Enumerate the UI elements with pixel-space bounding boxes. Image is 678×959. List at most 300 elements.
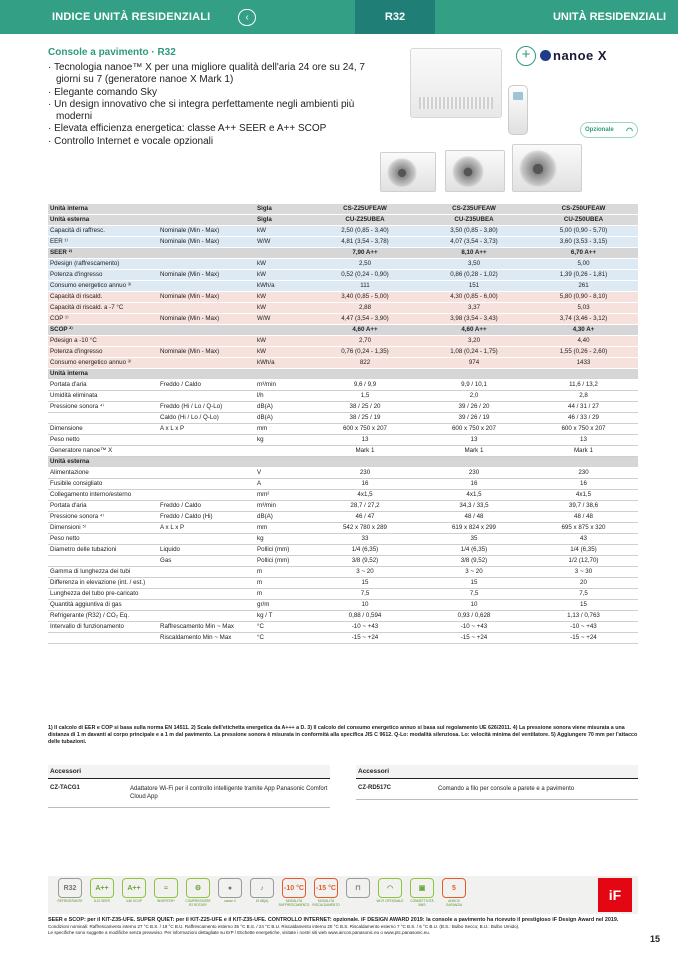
spec-cell: Nominale (Min - Max): [158, 292, 255, 303]
spec-cell: -15 ~ +24: [529, 633, 638, 644]
spec-cell: Freddo (Hi / Lo / Q-Lo): [158, 402, 255, 413]
spec-cell: kg: [255, 534, 311, 545]
footnotes: 1) Il calcolo di EER e COP si basa sulla norma EN 14511. 2) Scala dell'etichetta energetica da A+++ a D. 3) Il calcolo del consumo energetico annuo si basa sul regolamento UE 626/2011. 4) La pressione sonora viene misurata a una distanza di 1 m davanti al corpo principale e a 1 m dal pavimento. La pressione sonora è misurata in conformità alla specifica JIS C 9612. Q-Lo: modalità silenziosa. Lo: velocità minima del ventilatore. 5) Aggiungere 70 mm per l'attacco delle tubazioni.: [48, 725, 638, 745]
spec-cell: mm: [255, 523, 311, 534]
chevron-left-icon[interactable]: ‹: [238, 9, 256, 26]
spec-cell: 3/8 (9,52): [311, 556, 419, 567]
spec-cell: [158, 457, 255, 468]
spec-cell: -10 ~ +43: [529, 622, 638, 633]
spec-cell: Pdesign a -10 °C: [48, 336, 158, 347]
spec-cell: 5,03: [529, 303, 638, 314]
spec-cell: [255, 457, 311, 468]
spec-cell: 2,0: [419, 391, 529, 402]
product-title: Console a pavimento · R32: [48, 47, 176, 58]
feature-item: · Tecnologia nanoe™ X per una migliore qualità dell'aria 24 ore su 24, 7 giorni su 7 (generatore nanoe X Mark 1): [48, 62, 368, 87]
spec-cell: 8,10 A++: [419, 248, 529, 259]
spec-cell: 15: [419, 578, 529, 589]
spec-cell: 600 x 750 x 207: [311, 424, 419, 435]
spec-cell: [158, 479, 255, 490]
spec-cell: 4x1,5: [311, 490, 419, 501]
spec-cell: Riscaldamento Min ~ Max: [158, 633, 255, 644]
badge-value: A++: [90, 878, 114, 898]
spec-cell: 3,60 (3,53 - 3,15): [529, 237, 638, 248]
spec-cell: 48 / 48: [529, 512, 638, 523]
pipe-icon: ⊓: [346, 878, 370, 898]
spec-row: [48, 402, 638, 413]
spec-cell: 0,93 / 0,628: [419, 611, 529, 622]
spec-cell: [255, 369, 311, 380]
spec-cell: 5,00: [529, 259, 638, 270]
spec-cell: 9,6 / 9,9: [311, 380, 419, 391]
spec-cell: Unità interna: [48, 204, 158, 215]
badge-label: 19 dB(A): [255, 899, 269, 903]
spec-cell: 10: [419, 600, 529, 611]
badge-label: COMPRESSORE R2 ROTARY: [185, 899, 211, 907]
spec-cell: -10 ~ +43: [419, 622, 529, 633]
spec-cell: Pollici (mm): [255, 545, 311, 556]
feature-badge: [88, 878, 116, 912]
spec-cell: [419, 457, 529, 468]
spec-row: [48, 270, 638, 281]
spec-cell: 1,08 (0,24 - 1,75): [419, 347, 529, 358]
spec-cell: kW: [255, 226, 311, 237]
spec-cell: Caldo (Hi / Lo / Q-Lo): [158, 413, 255, 424]
spec-cell: [158, 534, 255, 545]
spec-cell: kW: [255, 336, 311, 347]
spec-cell: CS-Z50UFEAW: [529, 204, 638, 215]
spec-cell: Nominale (Min - Max): [158, 347, 255, 358]
accessory-row: [356, 779, 638, 800]
spec-cell: 4,47 (3,54 - 3,90): [311, 314, 419, 325]
spec-row: [48, 292, 638, 303]
spec-cell: V: [255, 468, 311, 479]
spec-cell: EER ¹⁾: [48, 237, 158, 248]
spec-cell: Sigla: [255, 204, 311, 215]
spec-row: [48, 226, 638, 237]
spec-cell: Pdesign (raffrescamento): [48, 259, 158, 270]
spec-row: [48, 215, 638, 226]
spec-cell: Intervallo di funzionamento: [48, 622, 158, 633]
spec-cell: 0,86 (0,28 - 1,02): [419, 270, 529, 281]
accessory-desc: Adattatore Wi-Fi per il controllo intelligente tramite App Panasonic Comfort Cloud App: [130, 786, 328, 800]
spec-cell: m: [255, 567, 311, 578]
spec-cell: 16: [419, 479, 529, 490]
spec-cell: SEER ²⁾: [48, 248, 158, 259]
spec-cell: 0,88 / 0,594: [311, 611, 419, 622]
feature-badge: [120, 878, 148, 912]
feature-badges: [48, 876, 638, 914]
spec-cell: Refrigerante (R32) / CO₂ Eq.: [48, 611, 158, 622]
spec-cell: Portata d'aria: [48, 380, 158, 391]
spec-row: [48, 468, 638, 479]
spec-cell: Pressione sonora ⁴⁾: [48, 512, 158, 523]
spec-cell: 3,98 (3,54 - 3,43): [419, 314, 529, 325]
app-icon: ▣: [410, 878, 434, 898]
spec-cell: 974: [419, 358, 529, 369]
spec-cell: Pollici (mm): [255, 556, 311, 567]
spec-row: [48, 435, 638, 446]
compressor-icon: ⚙: [186, 878, 210, 898]
spec-cell: kg: [255, 435, 311, 446]
spec-row: [48, 347, 638, 358]
spec-row: [48, 512, 638, 523]
spec-cell: Potenza d'ingresso: [48, 270, 158, 281]
spec-cell: m: [255, 589, 311, 600]
spec-cell: Fusibile consigliato: [48, 479, 158, 490]
spec-cell: [529, 457, 638, 468]
spec-cell: 4,07 (3,54 - 3,73): [419, 237, 529, 248]
spec-cell: m³/min: [255, 380, 311, 391]
category-label: UNITÀ RESIDENZIALI: [435, 0, 678, 34]
spec-cell: 3,50 (0,85 - 3,80): [419, 226, 529, 237]
spec-cell: 2,50: [311, 259, 419, 270]
spec-cell: Generatore nanoe™ X: [48, 446, 158, 457]
badge-value: R32: [58, 878, 82, 898]
badge-label: CONNETTIVITÀ BMS: [410, 899, 434, 907]
accessory-block-1: [48, 765, 330, 808]
feature-item: · Elegante comando Sky: [48, 87, 368, 99]
spec-cell: 1,13 / 0,763: [529, 611, 638, 622]
spec-row: [48, 523, 638, 534]
spec-cell: 13: [419, 435, 529, 446]
spec-cell: Unità esterna: [48, 215, 158, 226]
spec-cell: 0,52 (0,24 - 0,90): [311, 270, 419, 281]
spec-row: [48, 545, 638, 556]
spec-cell: kW: [255, 270, 311, 281]
spec-cell: CU-Z50UBEA: [529, 215, 638, 226]
spec-cell: 28,7 / 27,2: [311, 501, 419, 512]
spec-cell: [158, 369, 255, 380]
spec-cell: °C: [255, 622, 311, 633]
accessory-header: Accessori: [48, 765, 330, 779]
spec-cell: 15: [529, 600, 638, 611]
spec-cell: Unità interna: [48, 369, 158, 380]
spec-cell: Raffrescamento Min ~ Max: [158, 622, 255, 633]
spec-cell: 1/4 (6,35): [311, 545, 419, 556]
spec-cell: Portata d'aria: [48, 501, 158, 512]
spec-row: [48, 204, 638, 215]
spec-cell: Mark 1: [419, 446, 529, 457]
spec-cell: 38 / 25 / 19: [311, 413, 419, 424]
spec-cell: 9,9 / 10,1: [419, 380, 529, 391]
feature-badge: [408, 878, 436, 912]
quiet-icon: ♪: [250, 878, 274, 898]
spec-cell: 1,55 (0,26 - 2,60): [529, 347, 638, 358]
spec-row: [48, 391, 638, 402]
spec-cell: Freddo / Caldo: [158, 380, 255, 391]
spec-cell: 1/4 (6,35): [419, 545, 529, 556]
spec-cell: mm²: [255, 490, 311, 501]
spec-cell: m³/min: [255, 501, 311, 512]
feature-badge: [440, 878, 468, 912]
spec-cell: 2,50 (0,85 - 3,40): [311, 226, 419, 237]
spec-cell: 11,6 / 13,2: [529, 380, 638, 391]
spec-row: [48, 281, 638, 292]
spec-cell: 6,70 A++: [529, 248, 638, 259]
spec-cell: CS-Z35UFEAW: [419, 204, 529, 215]
page-number: 15: [650, 934, 661, 944]
spec-cell: Sigla: [255, 215, 311, 226]
spec-row: [48, 413, 638, 424]
spec-cell: 1,5: [311, 391, 419, 402]
spec-cell: Diametro delle tubazioni: [48, 545, 158, 556]
spec-cell: [158, 391, 255, 402]
spec-cell: 1/2 (12,70): [529, 556, 638, 567]
spec-cell: 48 / 48: [419, 512, 529, 523]
spec-cell: [158, 303, 255, 314]
badge-label: 4,60 SCOP: [125, 899, 143, 903]
spec-cell: [158, 446, 255, 457]
spec-cell: 4x1,5: [419, 490, 529, 501]
spec-cell: 33: [311, 534, 419, 545]
spec-cell: [158, 578, 255, 589]
spec-cell: 600 x 750 x 207: [529, 424, 638, 435]
spec-cell: [158, 611, 255, 622]
badge-value: -10 °C: [282, 878, 306, 898]
feature-badge: [56, 878, 84, 912]
spec-cell: 7,5: [419, 589, 529, 600]
spec-cell: dB(A): [255, 402, 311, 413]
spec-cell: [158, 204, 255, 215]
indoor-unit-image: [410, 48, 502, 118]
spec-cell: 4x1,5: [529, 490, 638, 501]
spec-cell: kWh/a: [255, 281, 311, 292]
header-bar: [0, 0, 678, 34]
nanoe-icon: ●: [218, 878, 242, 898]
spec-cell: CU-Z35UBEA: [419, 215, 529, 226]
spec-cell: Freddo / Caldo: [158, 501, 255, 512]
badge-value: A++: [122, 878, 146, 898]
spec-row: [48, 534, 638, 545]
spec-cell: 3,50: [419, 259, 529, 270]
spec-cell: kW: [255, 303, 311, 314]
spec-cell: -10 ~ +43: [311, 622, 419, 633]
spec-row: [48, 600, 638, 611]
accessory-block-2: [356, 765, 638, 800]
spec-row: [48, 479, 638, 490]
spec-cell: 16: [529, 479, 638, 490]
spec-cell: 3,74 (3,46 - 3,12): [529, 314, 638, 325]
badge-value: 5: [442, 878, 466, 898]
spec-cell: W/W: [255, 314, 311, 325]
spec-cell: COP ¹⁾: [48, 314, 158, 325]
remote-control-image: [508, 85, 528, 135]
spec-cell: 230: [419, 468, 529, 479]
spec-cell: 7,5: [311, 589, 419, 600]
spec-cell: kW: [255, 347, 311, 358]
spec-cell: 822: [311, 358, 419, 369]
footer-line-1: SEER e SCOP: per il KIT-Z35-UFE. SUPER QUIET: per il KIT-Z25-UFE e il KIT-Z35-UFE. CONTROLLO INTERNET: opzionale. iF DESIGN AWARD 2019: la console a pavimento ha ricevuto il prestigioso iF Design Award nel 2019.: [48, 917, 619, 923]
spec-cell: Freddo / Caldo (Hi): [158, 512, 255, 523]
spec-cell: [158, 490, 255, 501]
spec-cell: dB(A): [255, 413, 311, 424]
spec-cell: Capacità di riscald. a -7 °C: [48, 303, 158, 314]
spec-cell: Peso netto: [48, 435, 158, 446]
spec-cell: 600 x 750 x 207: [419, 424, 529, 435]
nanoe-logo: nanoe X: [540, 48, 607, 63]
spec-cell: 3,20: [419, 336, 529, 347]
feature-item: · Elevata efficienza energetica: classe A++ SEER e A++ SCOP: [48, 123, 368, 135]
spec-row: [48, 501, 638, 512]
spec-row: [48, 567, 638, 578]
spec-cell: Consumo energetico annuo ³⁾: [48, 358, 158, 369]
spec-cell: [158, 325, 255, 336]
spec-cell: 7,90 A++: [311, 248, 419, 259]
badge-value: -15 °C: [314, 878, 338, 898]
spec-cell: [158, 259, 255, 270]
spec-cell: kW: [255, 259, 311, 270]
spec-row: [48, 446, 638, 457]
feature-badge: [184, 878, 212, 912]
spec-cell: Capacità di riscald.: [48, 292, 158, 303]
badge-label: WI-FI OPZIONALE: [376, 899, 404, 903]
spec-cell: [158, 589, 255, 600]
spec-cell: 2,8: [529, 391, 638, 402]
spec-cell: 13: [529, 435, 638, 446]
spec-cell: kW: [255, 292, 311, 303]
spec-cell: 46 / 47: [311, 512, 419, 523]
spec-cell: 10: [311, 600, 419, 611]
spec-cell: Nominale (Min - Max): [158, 237, 255, 248]
spec-cell: A x L x P: [158, 424, 255, 435]
wifi-icon: ◠: [626, 126, 633, 135]
spec-cell: -15 ~ +24: [311, 633, 419, 644]
index-link[interactable]: [0, 0, 355, 34]
spec-cell: [158, 248, 255, 259]
outdoor-unit-image-1: [380, 152, 436, 192]
feature-badge: [216, 878, 244, 912]
spec-cell: 3,40 (0,85 - 5,00): [311, 292, 419, 303]
spec-cell: 38 / 25 / 20: [311, 402, 419, 413]
spec-cell: [158, 435, 255, 446]
spec-cell: 7,5: [529, 589, 638, 600]
spec-row: [48, 358, 638, 369]
accessory-header: Accessori: [356, 765, 638, 779]
spec-cell: [158, 281, 255, 292]
spec-cell: 4,30 (0,85 - 6,00): [419, 292, 529, 303]
spec-cell: CS-Z25UFEAW: [311, 204, 419, 215]
spec-cell: 1433: [529, 358, 638, 369]
spec-cell: [48, 556, 158, 567]
feature-list: [48, 62, 368, 148]
spec-cell: kWh/a: [255, 358, 311, 369]
spec-cell: Gamma di lunghezza dei tubi: [48, 567, 158, 578]
spec-row: [48, 336, 638, 347]
spec-cell: Nominale (Min - Max): [158, 226, 255, 237]
feature-badge: [376, 878, 404, 912]
badge-label: ANNI DI GARANZIA: [445, 899, 463, 907]
spec-cell: Collegamento interno/esterno: [48, 490, 158, 501]
spec-cell: 15: [311, 578, 419, 589]
spec-cell: Liquido: [158, 545, 255, 556]
spec-row: [48, 259, 638, 270]
feature-badge: [312, 878, 340, 912]
badge-label: REFRIGERANTE: [57, 899, 83, 903]
spec-row: [48, 556, 638, 567]
spec-cell: 34,3 / 33,5: [419, 501, 529, 512]
spec-cell: l/h: [255, 391, 311, 402]
spec-row: [48, 380, 638, 391]
section-tag: R32: [355, 0, 435, 34]
spec-row: [48, 633, 638, 644]
spec-row: [48, 248, 638, 259]
spec-cell: 13: [311, 435, 419, 446]
spec-cell: 230: [311, 468, 419, 479]
spec-cell: 3/8 (9,52): [419, 556, 529, 567]
spec-table: [48, 204, 638, 644]
nanoe-dot-icon: [540, 50, 551, 61]
spec-cell: [158, 468, 255, 479]
spec-cell: [419, 369, 529, 380]
spec-cell: [158, 336, 255, 347]
spec-cell: [255, 446, 311, 457]
spec-cell: 230: [529, 468, 638, 479]
spec-cell: 4,60 A++: [419, 325, 529, 336]
spec-cell: Alimentazione: [48, 468, 158, 479]
spec-cell: Unità esterna: [48, 457, 158, 468]
spec-cell: 4,30 A+: [529, 325, 638, 336]
footer-line-3: Le specifiche sono soggette a modifiche senza preavviso. Per informazioni dettagliate su ErP / Etichette energetiche, visitate i nostri siti web www.aircon.panasonic.eu o www.ptc.panasonic.eu.: [48, 930, 431, 935]
optional-badge: Opzionale ◠: [580, 122, 638, 138]
feature-item: · Un design innovativo che si integra perfettamente negli ambienti più moderni: [48, 99, 368, 124]
spec-cell: [48, 413, 158, 424]
spec-cell: kg / T: [255, 611, 311, 622]
badge-label: 8,10 SEER: [94, 899, 110, 903]
spec-cell: A x L x P: [158, 523, 255, 534]
spec-row: [48, 369, 638, 380]
spec-cell: 542 x 780 x 289: [311, 523, 419, 534]
spec-cell: Peso netto: [48, 534, 158, 545]
spec-cell: -15 ~ +24: [419, 633, 529, 644]
spec-cell: °C: [255, 633, 311, 644]
spec-cell: Dimensioni ⁵⁾: [48, 523, 158, 534]
badge-label: MODALITÀ RAFFRESCAMENTO: [278, 899, 310, 907]
spec-cell: 46 / 33 / 29: [529, 413, 638, 424]
spec-cell: [158, 358, 255, 369]
spec-cell: Nominale (Min - Max): [158, 270, 255, 281]
spec-cell: 5,80 (0,90 - 8,10): [529, 292, 638, 303]
spec-cell: 5,00 (0,90 - 5,70): [529, 226, 638, 237]
spec-cell: [158, 600, 255, 611]
spec-cell: 695 x 875 x 320: [529, 523, 638, 534]
wifi-icon: ◠: [378, 878, 402, 898]
spec-cell: Pressione sonora ⁴⁾: [48, 402, 158, 413]
index-label[interactable]: INDICE UNITÀ RESIDENZIALI: [52, 11, 211, 23]
spec-row: [48, 457, 638, 468]
spec-cell: [529, 369, 638, 380]
spec-cell: Consumo energetico annuo ³⁾: [48, 281, 158, 292]
spec-cell: 3,37: [419, 303, 529, 314]
spec-cell: [158, 215, 255, 226]
accessory-desc: Comando a filo per console a parete e a pavimento: [438, 786, 575, 792]
spec-cell: dB(A): [255, 512, 311, 523]
spec-cell: Gas: [158, 556, 255, 567]
spec-cell: 35: [419, 534, 529, 545]
spec-cell: 4,81 (3,54 - 3,78): [311, 237, 419, 248]
spec-cell: 261: [529, 281, 638, 292]
spec-cell: Mark 1: [529, 446, 638, 457]
spec-cell: 44 / 31 / 27: [529, 402, 638, 413]
plus-icon: +: [516, 46, 536, 66]
spec-cell: 39 / 26 / 20: [419, 402, 529, 413]
spec-cell: 111: [311, 281, 419, 292]
spec-cell: [311, 369, 419, 380]
spec-row: [48, 589, 638, 600]
badge-label: nanoe X: [224, 899, 236, 903]
spec-row: [48, 578, 638, 589]
spec-cell: 43: [529, 534, 638, 545]
spec-cell: Differenza in elevazione (int. / est.): [48, 578, 158, 589]
